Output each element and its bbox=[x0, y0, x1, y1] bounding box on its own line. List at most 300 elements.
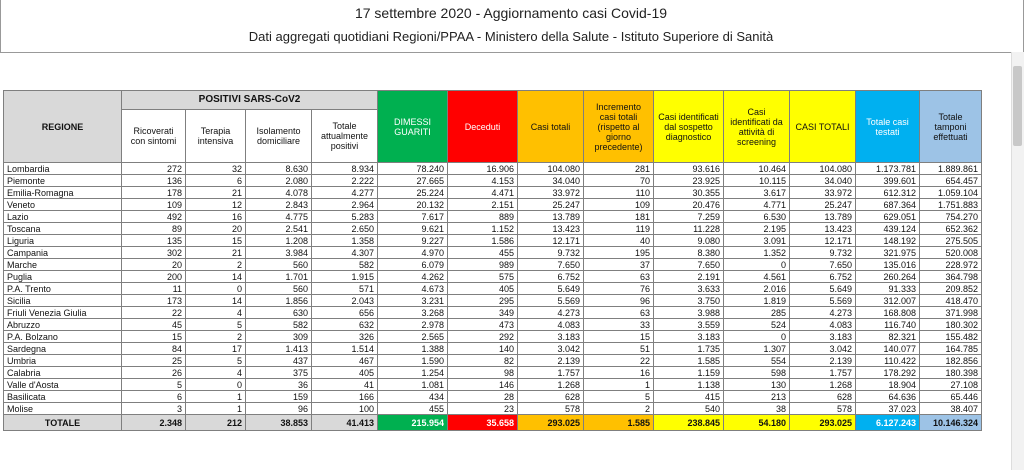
cell-testati: 140.077 bbox=[856, 343, 920, 355]
cell-casi-totali: 25.247 bbox=[518, 199, 584, 211]
region-name: Molise bbox=[4, 403, 122, 415]
cell-casi-sospetto: 9.080 bbox=[654, 235, 724, 247]
cell-incremento: 22 bbox=[584, 355, 654, 367]
cell-casi-screening: 3.091 bbox=[724, 235, 790, 247]
cell-terapia-intensiva: 0 bbox=[186, 379, 246, 391]
cell-incremento: 281 bbox=[584, 163, 654, 175]
cell-dimessi-guariti: 4.673 bbox=[378, 283, 448, 295]
cell-casi-totali: 13.423 bbox=[518, 223, 584, 235]
cell-casi-totali-sum: 7.650 bbox=[790, 259, 856, 271]
region-name: Umbria bbox=[4, 355, 122, 367]
cell-dimessi-guariti: 78.240 bbox=[378, 163, 448, 175]
region-name: Campania bbox=[4, 247, 122, 259]
cell-casi-totali: 2.139 bbox=[518, 355, 584, 367]
cell-casi-screening: 285 bbox=[724, 307, 790, 319]
cell-totale-positivi: 5.283 bbox=[312, 211, 378, 223]
cell-testati: 82.321 bbox=[856, 331, 920, 343]
cell-casi-totali: 5.649 bbox=[518, 283, 584, 295]
total-ricoverati: 2.348 bbox=[122, 415, 186, 431]
col-header-terapia-intensiva: Terapia intensiva bbox=[186, 110, 246, 163]
cell-casi-sospetto: 8.380 bbox=[654, 247, 724, 259]
cell-terapia-intensiva: 15 bbox=[186, 235, 246, 247]
cell-tamponi: 654.457 bbox=[920, 175, 982, 187]
cell-tamponi: 754.270 bbox=[920, 211, 982, 223]
cell-testati: 148.192 bbox=[856, 235, 920, 247]
cell-ricoverati: 302 bbox=[122, 247, 186, 259]
cell-isolamento: 3.984 bbox=[246, 247, 312, 259]
cell-terapia-intensiva: 12 bbox=[186, 199, 246, 211]
region-name: Calabria bbox=[4, 367, 122, 379]
cell-casi-totali-sum: 13.789 bbox=[790, 211, 856, 223]
cell-testati: 1.173.781 bbox=[856, 163, 920, 175]
cell-dimessi-guariti: 455 bbox=[378, 403, 448, 415]
table-row bbox=[4, 259, 982, 271]
cell-casi-sospetto: 3.750 bbox=[654, 295, 724, 307]
cell-casi-sospetto: 30.355 bbox=[654, 187, 724, 199]
cell-ricoverati: 6 bbox=[122, 391, 186, 403]
cell-tamponi: 155.482 bbox=[920, 331, 982, 343]
total-incremento: 1.585 bbox=[584, 415, 654, 431]
cell-totale-positivi: 166 bbox=[312, 391, 378, 403]
cell-totale-positivi: 2.222 bbox=[312, 175, 378, 187]
cell-casi-sospetto: 3.183 bbox=[654, 331, 724, 343]
cell-casi-screening: 554 bbox=[724, 355, 790, 367]
cell-ricoverati: 173 bbox=[122, 295, 186, 307]
cell-casi-totali: 7.650 bbox=[518, 259, 584, 271]
region-name: Basilicata bbox=[4, 391, 122, 403]
total-dimessi-guariti: 215.954 bbox=[378, 415, 448, 431]
cell-dimessi-guariti: 27.665 bbox=[378, 175, 448, 187]
cell-ricoverati: 492 bbox=[122, 211, 186, 223]
cell-deceduti: 575 bbox=[448, 271, 518, 283]
cell-casi-sospetto: 93.616 bbox=[654, 163, 724, 175]
cell-isolamento: 4.775 bbox=[246, 211, 312, 223]
table-row bbox=[4, 199, 982, 211]
cell-casi-screening: 38 bbox=[724, 403, 790, 415]
region-name: Liguria bbox=[4, 235, 122, 247]
cell-testati: 37.023 bbox=[856, 403, 920, 415]
cell-casi-screening: 4.771 bbox=[724, 199, 790, 211]
region-name: P.A. Trento bbox=[4, 283, 122, 295]
cell-tamponi: 65.446 bbox=[920, 391, 982, 403]
region-name: Piemonte bbox=[4, 175, 122, 187]
table-row bbox=[4, 271, 982, 283]
cell-testati: 110.422 bbox=[856, 355, 920, 367]
cell-ricoverati: 5 bbox=[122, 379, 186, 391]
total-tamponi: 10.146.324 bbox=[920, 415, 982, 431]
cell-casi-screening: 3.617 bbox=[724, 187, 790, 199]
cell-isolamento: 1.856 bbox=[246, 295, 312, 307]
cell-casi-screening: 0 bbox=[724, 331, 790, 343]
cell-casi-totali-sum: 5.649 bbox=[790, 283, 856, 295]
cell-testati: 629.051 bbox=[856, 211, 920, 223]
cell-tamponi: 364.798 bbox=[920, 271, 982, 283]
cell-testati: 168.808 bbox=[856, 307, 920, 319]
cell-testati: 321.975 bbox=[856, 247, 920, 259]
covid-data-table bbox=[3, 90, 982, 431]
table-row bbox=[4, 223, 982, 235]
region-name: Valle d'Aosta bbox=[4, 379, 122, 391]
col-header-tamponi: Totale tamponi effettuati bbox=[920, 91, 982, 163]
col-header-casi-sospetto: Casi identificati dal sospetto diagnostico bbox=[654, 91, 724, 163]
total-testati: 6.127.243 bbox=[856, 415, 920, 431]
cell-casi-totali-sum: 4.273 bbox=[790, 307, 856, 319]
cell-casi-screening: 1.352 bbox=[724, 247, 790, 259]
cell-deceduti: 23 bbox=[448, 403, 518, 415]
cell-casi-totali: 1.268 bbox=[518, 379, 584, 391]
table-row bbox=[4, 331, 982, 343]
cell-totale-positivi: 326 bbox=[312, 331, 378, 343]
table-row bbox=[4, 367, 982, 379]
region-name: Marche bbox=[4, 259, 122, 271]
cell-totale-positivi: 405 bbox=[312, 367, 378, 379]
cell-isolamento: 1.208 bbox=[246, 235, 312, 247]
cell-casi-screening: 6.530 bbox=[724, 211, 790, 223]
cell-ricoverati: 11 bbox=[122, 283, 186, 295]
cell-dimessi-guariti: 1.254 bbox=[378, 367, 448, 379]
cell-casi-sospetto: 415 bbox=[654, 391, 724, 403]
cell-casi-totali: 3.042 bbox=[518, 343, 584, 355]
cell-casi-totali: 104.080 bbox=[518, 163, 584, 175]
cell-incremento: 76 bbox=[584, 283, 654, 295]
cell-incremento: 119 bbox=[584, 223, 654, 235]
cell-tamponi: 164.785 bbox=[920, 343, 982, 355]
total-casi-sospetto: 238.845 bbox=[654, 415, 724, 431]
cell-ricoverati: 178 bbox=[122, 187, 186, 199]
cell-incremento: 195 bbox=[584, 247, 654, 259]
cell-casi-sospetto: 3.988 bbox=[654, 307, 724, 319]
col-header-incremento: Incremento casi totali (rispetto al giorno precedente) bbox=[584, 91, 654, 163]
cell-isolamento: 630 bbox=[246, 307, 312, 319]
cell-casi-totali: 4.273 bbox=[518, 307, 584, 319]
cell-totale-positivi: 1.358 bbox=[312, 235, 378, 247]
cell-incremento: 37 bbox=[584, 259, 654, 271]
cell-casi-sospetto: 20.476 bbox=[654, 199, 724, 211]
cell-casi-totali-sum: 578 bbox=[790, 403, 856, 415]
cell-isolamento: 159 bbox=[246, 391, 312, 403]
cell-testati: 135.016 bbox=[856, 259, 920, 271]
cell-dimessi-guariti: 1.081 bbox=[378, 379, 448, 391]
cell-tamponi: 209.852 bbox=[920, 283, 982, 295]
cell-casi-totali-sum: 12.171 bbox=[790, 235, 856, 247]
cell-casi-totali: 34.040 bbox=[518, 175, 584, 187]
cell-dimessi-guariti: 25.224 bbox=[378, 187, 448, 199]
cell-incremento: 15 bbox=[584, 331, 654, 343]
total-label: TOTALE bbox=[4, 415, 122, 431]
cell-testati: 91.333 bbox=[856, 283, 920, 295]
table-row bbox=[4, 235, 982, 247]
cell-dimessi-guariti: 9.621 bbox=[378, 223, 448, 235]
cell-incremento: 63 bbox=[584, 271, 654, 283]
col-header-casi-totali-sum: CASI TOTALI bbox=[790, 91, 856, 163]
table-row bbox=[4, 391, 982, 403]
cell-casi-screening: 0 bbox=[724, 259, 790, 271]
cell-terapia-intensiva: 1 bbox=[186, 403, 246, 415]
cell-casi-totali-sum: 34.040 bbox=[790, 175, 856, 187]
cell-testati: 399.601 bbox=[856, 175, 920, 187]
cell-tamponi: 1.059.104 bbox=[920, 187, 982, 199]
cell-incremento: 2 bbox=[584, 403, 654, 415]
cell-deceduti: 455 bbox=[448, 247, 518, 259]
cell-dimessi-guariti: 20.132 bbox=[378, 199, 448, 211]
col-header-casi-screening: Casi identificati da attività di screening bbox=[724, 91, 790, 163]
cell-casi-sospetto: 2.191 bbox=[654, 271, 724, 283]
cell-deceduti: 16.906 bbox=[448, 163, 518, 175]
cell-tamponi: 180.398 bbox=[920, 367, 982, 379]
cell-casi-totali-sum: 5.569 bbox=[790, 295, 856, 307]
col-header-totale-positivi: Totale attualmente positivi bbox=[312, 110, 378, 163]
cell-testati: 687.364 bbox=[856, 199, 920, 211]
cell-terapia-intensiva: 17 bbox=[186, 343, 246, 355]
cell-casi-totali-sum: 25.247 bbox=[790, 199, 856, 211]
total-row bbox=[4, 415, 982, 431]
region-name: Puglia bbox=[4, 271, 122, 283]
cell-deceduti: 2.151 bbox=[448, 199, 518, 211]
cell-testati: 178.292 bbox=[856, 367, 920, 379]
cell-testati: 312.007 bbox=[856, 295, 920, 307]
cell-casi-screening: 213 bbox=[724, 391, 790, 403]
cell-deceduti: 349 bbox=[448, 307, 518, 319]
cell-deceduti: 1.152 bbox=[448, 223, 518, 235]
table-row bbox=[4, 163, 982, 175]
cell-incremento: 5 bbox=[584, 391, 654, 403]
header-row-top bbox=[4, 91, 982, 110]
cell-tamponi: 38.407 bbox=[920, 403, 982, 415]
table-row bbox=[4, 319, 982, 331]
cell-casi-totali-sum: 2.139 bbox=[790, 355, 856, 367]
table-row bbox=[4, 403, 982, 415]
cell-incremento: 1 bbox=[584, 379, 654, 391]
cell-isolamento: 560 bbox=[246, 259, 312, 271]
cell-tamponi: 180.302 bbox=[920, 319, 982, 331]
cell-casi-totali-sum: 628 bbox=[790, 391, 856, 403]
cell-casi-totali: 3.183 bbox=[518, 331, 584, 343]
cell-totale-positivi: 656 bbox=[312, 307, 378, 319]
total-isolamento: 38.853 bbox=[246, 415, 312, 431]
table-row bbox=[4, 187, 982, 199]
cell-casi-sospetto: 7.650 bbox=[654, 259, 724, 271]
region-name: Lazio bbox=[4, 211, 122, 223]
cell-ricoverati: 272 bbox=[122, 163, 186, 175]
cell-dimessi-guariti: 1.590 bbox=[378, 355, 448, 367]
cell-casi-totali: 578 bbox=[518, 403, 584, 415]
region-name: Abruzzo bbox=[4, 319, 122, 331]
col-header-casi-totali: Casi totali bbox=[518, 91, 584, 163]
cell-deceduti: 146 bbox=[448, 379, 518, 391]
col-header-testati: Totale casi testati bbox=[856, 91, 920, 163]
cell-isolamento: 309 bbox=[246, 331, 312, 343]
region-name: Emilia-Romagna bbox=[4, 187, 122, 199]
cell-casi-totali: 1.757 bbox=[518, 367, 584, 379]
cell-isolamento: 2.541 bbox=[246, 223, 312, 235]
col-header-dimessi-guariti: DIMESSI GUARITI bbox=[378, 91, 448, 163]
region-name: Lombardia bbox=[4, 163, 122, 175]
cell-casi-totali: 628 bbox=[518, 391, 584, 403]
cell-casi-totali-sum: 9.732 bbox=[790, 247, 856, 259]
cell-totale-positivi: 1.514 bbox=[312, 343, 378, 355]
col-header-ricoverati: Ricoverati con sintomi bbox=[122, 110, 186, 163]
cell-terapia-intensiva: 5 bbox=[186, 355, 246, 367]
cell-isolamento: 437 bbox=[246, 355, 312, 367]
cell-dimessi-guariti: 434 bbox=[378, 391, 448, 403]
cell-isolamento: 2.843 bbox=[246, 199, 312, 211]
region-name: Veneto bbox=[4, 199, 122, 211]
total-deceduti: 35.658 bbox=[448, 415, 518, 431]
cell-ricoverati: 109 bbox=[122, 199, 186, 211]
cell-casi-totali-sum: 33.972 bbox=[790, 187, 856, 199]
cell-casi-screening: 10.464 bbox=[724, 163, 790, 175]
cell-casi-totali: 33.972 bbox=[518, 187, 584, 199]
cell-casi-totali: 5.569 bbox=[518, 295, 584, 307]
cell-incremento: 63 bbox=[584, 307, 654, 319]
cell-casi-sospetto: 23.925 bbox=[654, 175, 724, 187]
page-title: 17 settembre 2020 - Aggiornamento casi Covid-19 bbox=[354, 5, 668, 21]
cell-incremento: 96 bbox=[584, 295, 654, 307]
cell-isolamento: 2.080 bbox=[246, 175, 312, 187]
cell-terapia-intensiva: 14 bbox=[186, 295, 246, 307]
cell-dimessi-guariti: 9.227 bbox=[378, 235, 448, 247]
cell-dimessi-guariti: 2.565 bbox=[378, 331, 448, 343]
cell-isolamento: 4.078 bbox=[246, 187, 312, 199]
cell-casi-screening: 2.195 bbox=[724, 223, 790, 235]
region-name: Sicilia bbox=[4, 295, 122, 307]
cell-deceduti: 295 bbox=[448, 295, 518, 307]
cell-terapia-intensiva: 21 bbox=[186, 187, 246, 199]
cell-ricoverati: 15 bbox=[122, 331, 186, 343]
cell-testati: 64.636 bbox=[856, 391, 920, 403]
region-header: REGIONE bbox=[4, 91, 122, 163]
cell-tamponi: 418.470 bbox=[920, 295, 982, 307]
cell-totale-positivi: 2.043 bbox=[312, 295, 378, 307]
cell-isolamento: 8.630 bbox=[246, 163, 312, 175]
cell-totale-positivi: 4.307 bbox=[312, 247, 378, 259]
cell-isolamento: 375 bbox=[246, 367, 312, 379]
cell-casi-totali: 4.083 bbox=[518, 319, 584, 331]
cell-ricoverati: 136 bbox=[122, 175, 186, 187]
cell-terapia-intensiva: 4 bbox=[186, 307, 246, 319]
cell-casi-screening: 130 bbox=[724, 379, 790, 391]
cell-incremento: 70 bbox=[584, 175, 654, 187]
cell-dimessi-guariti: 3.268 bbox=[378, 307, 448, 319]
cell-terapia-intensiva: 4 bbox=[186, 367, 246, 379]
table-row bbox=[4, 379, 982, 391]
cell-ricoverati: 3 bbox=[122, 403, 186, 415]
cell-deceduti: 98 bbox=[448, 367, 518, 379]
scrollbar-thumb[interactable] bbox=[1013, 66, 1022, 146]
cell-ricoverati: 45 bbox=[122, 319, 186, 331]
cell-isolamento: 560 bbox=[246, 283, 312, 295]
cell-tamponi: 275.505 bbox=[920, 235, 982, 247]
cell-deceduti: 989 bbox=[448, 259, 518, 271]
cell-casi-totali: 12.171 bbox=[518, 235, 584, 247]
cell-isolamento: 1.701 bbox=[246, 271, 312, 283]
cell-casi-sospetto: 1.735 bbox=[654, 343, 724, 355]
cell-totale-positivi: 41 bbox=[312, 379, 378, 391]
cell-ricoverati: 135 bbox=[122, 235, 186, 247]
cell-incremento: 16 bbox=[584, 367, 654, 379]
cell-deceduti: 4.471 bbox=[448, 187, 518, 199]
cell-tamponi: 1.889.861 bbox=[920, 163, 982, 175]
table-row bbox=[4, 355, 982, 367]
cell-totale-positivi: 467 bbox=[312, 355, 378, 367]
total-casi-totali: 293.025 bbox=[518, 415, 584, 431]
cell-casi-sospetto: 3.633 bbox=[654, 283, 724, 295]
cell-totale-positivi: 2.650 bbox=[312, 223, 378, 235]
col-header-isolamento: Isolamento domiciliare bbox=[246, 110, 312, 163]
cell-casi-totali-sum: 3.183 bbox=[790, 331, 856, 343]
cell-terapia-intensiva: 20 bbox=[186, 223, 246, 235]
cell-ricoverati: 25 bbox=[122, 355, 186, 367]
cell-casi-totali: 13.789 bbox=[518, 211, 584, 223]
region-name: Sardegna bbox=[4, 343, 122, 355]
cell-casi-screening: 1.307 bbox=[724, 343, 790, 355]
cell-casi-sospetto: 7.259 bbox=[654, 211, 724, 223]
cell-deceduti: 889 bbox=[448, 211, 518, 223]
cell-casi-totali-sum: 1.757 bbox=[790, 367, 856, 379]
cell-deceduti: 82 bbox=[448, 355, 518, 367]
cell-totale-positivi: 2.964 bbox=[312, 199, 378, 211]
total-casi-totali-sum: 293.025 bbox=[790, 415, 856, 431]
cell-casi-totali-sum: 4.083 bbox=[790, 319, 856, 331]
total-totale-positivi: 41.413 bbox=[312, 415, 378, 431]
cell-tamponi: 371.998 bbox=[920, 307, 982, 319]
table-row bbox=[4, 295, 982, 307]
cell-casi-totali-sum: 6.752 bbox=[790, 271, 856, 283]
cell-incremento: 109 bbox=[584, 199, 654, 211]
cell-deceduti: 405 bbox=[448, 283, 518, 295]
table-row bbox=[4, 307, 982, 319]
cell-casi-totali-sum: 13.423 bbox=[790, 223, 856, 235]
cell-incremento: 110 bbox=[584, 187, 654, 199]
cell-dimessi-guariti: 3.231 bbox=[378, 295, 448, 307]
cell-deceduti: 473 bbox=[448, 319, 518, 331]
cell-ricoverati: 20 bbox=[122, 259, 186, 271]
cell-terapia-intensiva: 6 bbox=[186, 175, 246, 187]
cell-tamponi: 520.008 bbox=[920, 247, 982, 259]
cell-testati: 439.124 bbox=[856, 223, 920, 235]
cell-ricoverati: 89 bbox=[122, 223, 186, 235]
cell-dimessi-guariti: 7.617 bbox=[378, 211, 448, 223]
cell-ricoverati: 22 bbox=[122, 307, 186, 319]
cell-tamponi: 182.856 bbox=[920, 355, 982, 367]
cell-casi-totali-sum: 3.042 bbox=[790, 343, 856, 355]
cell-casi-sospetto: 11.228 bbox=[654, 223, 724, 235]
cell-dimessi-guariti: 4.262 bbox=[378, 271, 448, 283]
cell-casi-totali: 9.732 bbox=[518, 247, 584, 259]
cell-isolamento: 1.413 bbox=[246, 343, 312, 355]
cell-terapia-intensiva: 2 bbox=[186, 331, 246, 343]
table-row bbox=[4, 283, 982, 295]
positivi-header: POSITIVI SARS-CoV2 bbox=[122, 91, 378, 110]
cell-casi-totali-sum: 104.080 bbox=[790, 163, 856, 175]
cell-terapia-intensiva: 16 bbox=[186, 211, 246, 223]
cell-casi-screening: 1.819 bbox=[724, 295, 790, 307]
cell-terapia-intensiva: 21 bbox=[186, 247, 246, 259]
cell-totale-positivi: 100 bbox=[312, 403, 378, 415]
cell-tamponi: 228.972 bbox=[920, 259, 982, 271]
region-name: Friuli Venezia Giulia bbox=[4, 307, 122, 319]
cell-tamponi: 652.362 bbox=[920, 223, 982, 235]
cell-totale-positivi: 632 bbox=[312, 319, 378, 331]
cell-testati: 612.312 bbox=[856, 187, 920, 199]
total-terapia-intensiva: 212 bbox=[186, 415, 246, 431]
cell-casi-screening: 524 bbox=[724, 319, 790, 331]
table-row bbox=[4, 343, 982, 355]
cell-casi-sospetto: 1.585 bbox=[654, 355, 724, 367]
cell-isolamento: 96 bbox=[246, 403, 312, 415]
cell-testati: 116.740 bbox=[856, 319, 920, 331]
cell-incremento: 51 bbox=[584, 343, 654, 355]
